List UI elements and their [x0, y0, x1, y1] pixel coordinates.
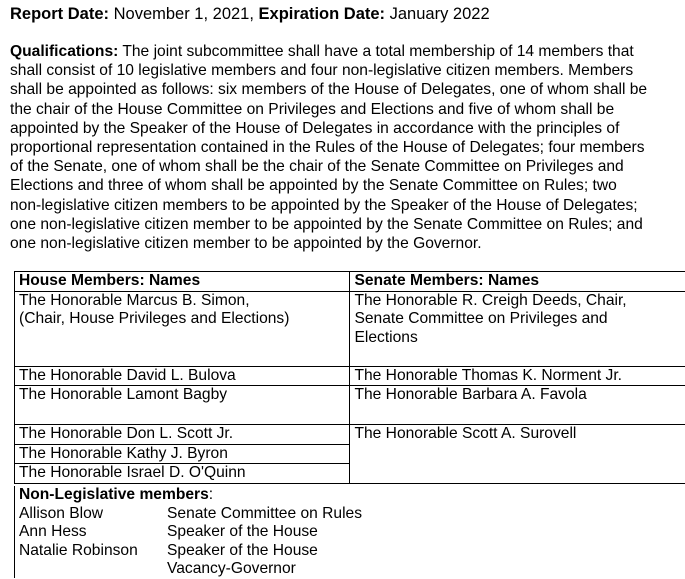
- senate-members-header: Senate Members: Names: [350, 272, 685, 292]
- expiration-date-value: January 2022: [385, 5, 490, 23]
- house-member-cell: The Honorable Israel D. O'Quinn: [15, 464, 350, 484]
- senate-member-cell: The Honorable Thomas K. Norment Jr.: [350, 366, 685, 386]
- table-header-row: [15, 272, 685, 292]
- list-item: [19, 542, 362, 561]
- list-item: [19, 523, 362, 542]
- qualifications-line: one non-legislative citizen member to be appointed by the Senate Committee on Rules; and: [10, 215, 685, 234]
- qualifications-line: [10, 42, 685, 61]
- non-legislative-section: [19, 486, 362, 579]
- qualifications-line: Elections and three of whom shall be appointed by the Senate Committee on Rules; two: [10, 176, 685, 195]
- senate-member-name: The Honorable R. Creigh Deeds, Chair,: [354, 292, 685, 311]
- member-appointer: Speaker of the House: [167, 523, 318, 542]
- house-member-name: The Honorable Marcus B. Simon,: [19, 292, 349, 311]
- member-name: [19, 560, 167, 579]
- table-row: [15, 425, 685, 445]
- qualifications-label: Qualifications:: [10, 43, 118, 60]
- qualifications-line: non-legislative citizen members to be appointed by the Speaker of the House of Delegates;: [10, 196, 685, 215]
- senate-member-role: Senate Committee on Privileges and: [354, 310, 685, 329]
- table-row: [15, 386, 685, 425]
- list-item: [19, 505, 362, 524]
- member-name: Ann Hess: [19, 523, 167, 542]
- qualifications-line: one non-legislative citizen member to be appointed by the Governor.: [10, 234, 685, 253]
- senate-member-cell: [350, 291, 685, 366]
- members-table: [14, 271, 685, 484]
- report-date-label: Report Date:: [10, 5, 109, 23]
- non-legislative-colon: :: [209, 486, 213, 503]
- qualifications-line: shall consist of 10 legislative members and four non-legislative citizen members. Members: [10, 61, 685, 80]
- non-legislative-title: Non-Legislative members: [19, 486, 209, 503]
- qualifications-line: of the Senate, one of whom shall be the chair of the Senate Committee on Privileges and: [10, 157, 685, 176]
- non-legislative-title-line: [19, 486, 362, 505]
- list-item: [19, 560, 362, 579]
- report-date-value: November 1, 2021,: [109, 5, 259, 23]
- house-member-cell: The Honorable David L. Bulova: [15, 366, 350, 386]
- qualifications-paragraph: [10, 42, 685, 253]
- house-members-header: House Members: Names: [15, 272, 350, 292]
- qualifications-line: appointed by the Speaker of the House of Delegates in accordance with the principles of: [10, 119, 685, 138]
- senate-member-cell: The Honorable Scott A. Surovell: [350, 425, 685, 484]
- qualifications-line: proportional representation contained in the Rules of the House of Delegates; four members: [10, 138, 685, 157]
- house-member-cell: The Honorable Lamont Bagby: [15, 386, 350, 425]
- report-date-line: [10, 4, 490, 24]
- member-name: Allison Blow: [19, 505, 167, 524]
- member-appointer: Vacancy-Governor: [167, 560, 296, 579]
- qualifications-text: The joint subcommittee shall have a total membership of 14 members that: [118, 43, 633, 60]
- qualifications-line: shall be appointed as follows: six members of the House of Delegates, one of whom shall be: [10, 80, 685, 99]
- senate-member-role: Elections: [354, 329, 685, 348]
- house-member-cell: [15, 291, 350, 366]
- qualifications-line: the chair of the House Committee on Privileges and Elections and five of whom shall be: [10, 100, 685, 119]
- member-appointer: Senate Committee on Rules: [167, 505, 362, 524]
- house-member-cell: The Honorable Kathy J. Byron: [15, 444, 350, 464]
- house-member-cell: The Honorable Don L. Scott Jr.: [15, 425, 350, 445]
- table-left-border: [14, 486, 15, 578]
- table-row: [15, 291, 685, 366]
- table-row: [15, 366, 685, 386]
- member-appointer: Speaker of the House: [167, 542, 318, 561]
- house-member-role: (Chair, House Privileges and Elections): [19, 310, 349, 329]
- expiration-date-label: Expiration Date:: [259, 5, 386, 23]
- member-name: Natalie Robinson: [19, 542, 167, 561]
- senate-member-cell: The Honorable Barbara A. Favola: [350, 386, 685, 425]
